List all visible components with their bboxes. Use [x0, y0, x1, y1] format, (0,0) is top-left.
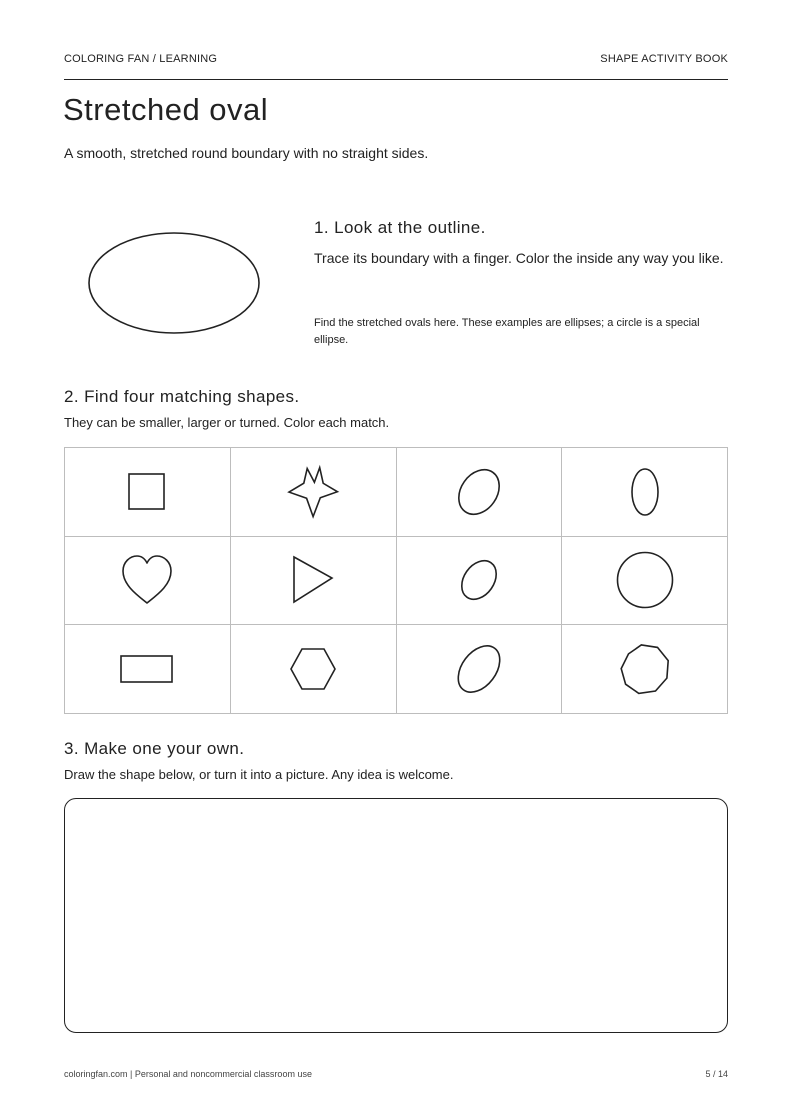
step3-instruction: Draw the shape below, or turn it into a picture. Any idea is welcome.	[64, 767, 454, 782]
example-oval-outline[interactable]	[86, 231, 264, 344]
header-book-title: SHAPE ACTIVITY BOOK	[600, 53, 728, 65]
oval-outline-icon	[86, 231, 264, 339]
grid-cell-triangle[interactable]	[231, 537, 397, 626]
grid-cell-heart[interactable]	[65, 537, 231, 626]
grid-cell-large-tilted-oval[interactable]	[397, 625, 563, 714]
star-icon	[283, 462, 343, 522]
grid-cell-hexagon[interactable]	[231, 625, 397, 714]
grid-cell-octagon[interactable]	[562, 625, 728, 714]
step3-heading: 3. Make one your own.	[64, 739, 245, 758]
step1-heading: 1. Look at the outline.	[314, 218, 486, 237]
heart-icon	[119, 552, 175, 608]
tall-oval-icon	[628, 466, 662, 518]
step1-instruction: Trace its boundary with a finger. Color the inside any way you like.	[314, 250, 724, 266]
small-tilted-oval-icon	[456, 555, 502, 605]
page-title: Stretched oval	[63, 92, 269, 127]
header-divider	[64, 79, 728, 80]
square-icon	[127, 472, 167, 512]
step2-instruction: They can be smaller, larger or turned. Color each match.	[64, 415, 390, 430]
header-breadcrumb: COLORING FAN / LEARNING	[64, 53, 218, 65]
tilted-oval-icon	[454, 464, 504, 520]
grid-cell-small-tilted-oval[interactable]	[397, 537, 563, 626]
circle-icon	[615, 550, 675, 610]
grid-cell-square[interactable]	[65, 448, 231, 537]
grid-cell-tilted-oval[interactable]	[397, 448, 563, 537]
grid-cell-circle[interactable]	[562, 537, 728, 626]
grid-cell-tall-oval[interactable]	[562, 448, 728, 537]
step1-note: Find the stretched ovals here. These examples are ellipses; a circle is a special ellipse.	[314, 317, 700, 346]
page-number: 5 / 14	[705, 1069, 728, 1079]
large-tilted-oval-icon	[453, 640, 505, 698]
rectangle-icon	[119, 654, 175, 684]
hexagon-icon	[287, 646, 339, 692]
shape-grid	[64, 447, 728, 714]
grid-cell-rectangle[interactable]	[65, 625, 231, 714]
octagon-icon	[617, 641, 673, 697]
triangle-icon	[288, 553, 338, 607]
footer-credit: coloringfan.com | Personal and noncommercial classroom use	[64, 1069, 312, 1079]
page-subtitle: A smooth, stretched round boundary with no straight sides.	[64, 145, 429, 161]
drawing-area[interactable]	[64, 798, 728, 1033]
grid-cell-star[interactable]	[231, 448, 397, 537]
step2-heading: 2. Find four matching shapes.	[64, 387, 300, 406]
